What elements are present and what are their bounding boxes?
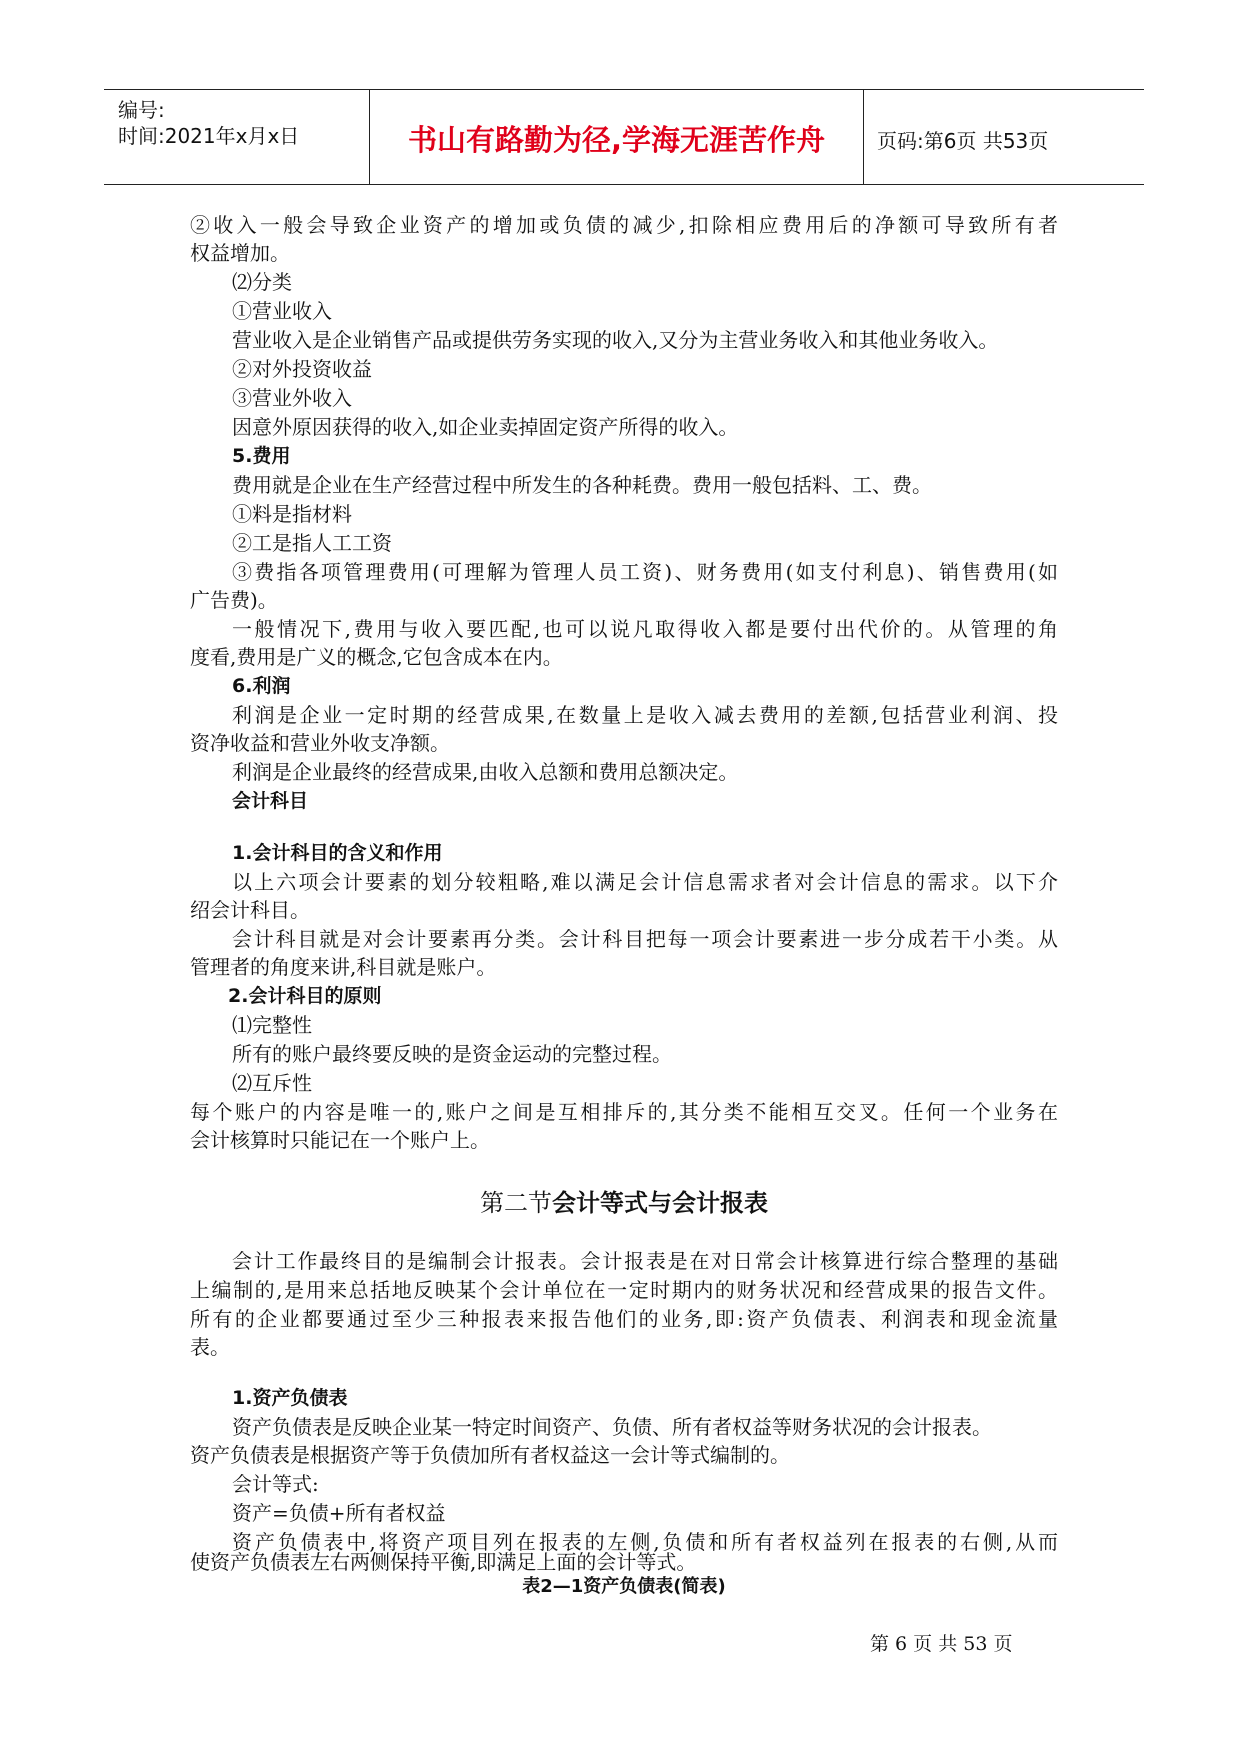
page-footer: 第 6 页 共 53 页 xyxy=(870,1633,1013,1655)
header-motto-cell xyxy=(369,90,864,184)
paragraph-line: ②收入一般会导致企业资产的增加或负债的减少,扣除相应费用后的净额可导致所有者 xyxy=(190,213,1058,237)
paragraph-line: 管理者的角度来讲,科目就是账户。 xyxy=(190,955,497,979)
paragraph-line: 每个账户的内容是唯一的,账户之间是互相排斥的,其分类不能相互交叉。任何一个业务在 xyxy=(190,1100,1058,1124)
paragraph-line: 绍会计科目。 xyxy=(190,898,310,922)
header-meta-cell xyxy=(104,90,369,184)
paragraph-line: 会计核算时只能记在一个账户上。 xyxy=(190,1128,490,1152)
paragraph-line: 会计等式: xyxy=(232,1472,319,1496)
table-caption: 表2—1资产负债表(简表) xyxy=(522,1576,726,1597)
paragraph-line: 度看,费用是广义的概念,它包含成本在内。 xyxy=(190,645,563,669)
list-item: ②对外投资收益 xyxy=(232,357,372,381)
list-heading: ⑵互斥性 xyxy=(232,1071,312,1095)
paragraph-line: 一般情况下,费用与收入要匹配,也可以说凡取得收入都是要付出代价的。从管理的角 xyxy=(232,617,1058,641)
paragraph-line: 以上六项会计要素的划分较粗略,难以满足会计信息需求者对会计信息的需求。以下介 xyxy=(232,870,1058,894)
paragraph-line: 广告费)。 xyxy=(190,588,278,612)
paragraph-line: 费用就是企业在生产经营过程中所发生的各种耗费。费用一般包括料、工、费。 xyxy=(232,473,932,497)
paragraph-line: 利润是企业最终的经营成果,由收入总额和费用总额决定。 xyxy=(232,760,739,784)
paragraph-line: 资产负债表是根据资产等于负债加所有者权益这一会计等式编制的。 xyxy=(190,1443,790,1467)
list-item: ③费指各项管理费用(可理解为管理人员工资)、财务费用(如支付利息)、销售费用(如 xyxy=(232,560,1058,584)
paragraph-line: 表。 xyxy=(190,1335,230,1359)
section-number: 第二节 xyxy=(480,1189,552,1217)
list-item: ①料是指材料 xyxy=(232,502,352,526)
list-item: ②工是指人工工资 xyxy=(232,531,392,555)
paragraph-line: 因意外原因获得的收入,如企业卖掉固定资产所得的收入。 xyxy=(232,415,739,439)
subsection-heading: 2.会计科目的原则 xyxy=(228,985,382,1007)
paragraph-line: 资产负债表中,将资产项目列在报表的左侧,负债和所有者权益列在报表的右侧,从而 xyxy=(232,1530,1058,1554)
section-heading: 6.利润 xyxy=(232,675,291,697)
paragraph-line: 上编制的,是用来总括地反映某个会计单位在一定时期内的财务状况和经营成果的报告文件。 xyxy=(190,1278,1058,1302)
paragraph-line: 资产负债表是反映企业某一特定时间资产、负债、所有者权益等财务状况的会计报表。 xyxy=(232,1415,992,1439)
section-name: 会计等式与会计报表 xyxy=(552,1189,768,1217)
paragraph-line: 利润是企业一定时期的经营成果,在数量上是收入减去费用的差额,包括营业利润、投 xyxy=(232,703,1058,727)
page-header xyxy=(104,89,1144,185)
list-heading: ⑴完整性 xyxy=(232,1013,312,1037)
paragraph-line: 会计工作最终目的是编制会计报表。会计报表是在对日常会计核算进行综合整理的基础 xyxy=(232,1249,1058,1273)
paragraph-line: 资净收益和营业外收支净额。 xyxy=(190,731,450,755)
subsection-heading: 1.资产负债表 xyxy=(232,1387,348,1409)
list-item: ①营业收入 xyxy=(232,299,332,323)
time-label: 时间:2021年x月x日 xyxy=(118,124,300,148)
header-page-cell xyxy=(863,90,1144,184)
paragraph-line: 权益增加。 xyxy=(190,241,290,265)
paragraph-line: 使资产负债表左右两侧保持平衡,即满足上面的会计等式。 xyxy=(190,1550,697,1574)
paragraph-line: 会计科目就是对会计要素再分类。会计科目把每一项会计要素进一步分成若干小类。从 xyxy=(232,927,1058,951)
section-heading: 会计科目 xyxy=(232,790,309,812)
serial-number-label: 编号: xyxy=(118,98,165,122)
paragraph-line: 营业收入是企业销售产品或提供劳务实现的收入,又分为主营业务收入和其他业务收入。 xyxy=(232,328,999,352)
section-heading: 5.费用 xyxy=(232,445,291,467)
subsection-heading: 1.会计科目的含义和作用 xyxy=(232,842,443,864)
section-title xyxy=(190,1183,1058,1218)
equation-line: 资产=负债+所有者权益 xyxy=(232,1501,446,1525)
header-page-number: 页码:第6页 共53页 xyxy=(877,129,1049,153)
list-item: ③营业外收入 xyxy=(232,386,352,410)
paragraph-line: 所有的企业都要通过至少三种报表来报告他们的业务,即:资产负债表、利润表和现金流量 xyxy=(190,1307,1058,1331)
header-motto: 书山有路勤为径,学海无涯苦作舟 xyxy=(407,123,826,157)
list-heading: ⑵分类 xyxy=(232,270,292,294)
paragraph-line: 所有的账户最终要反映的是资金运动的完整过程。 xyxy=(232,1042,672,1066)
